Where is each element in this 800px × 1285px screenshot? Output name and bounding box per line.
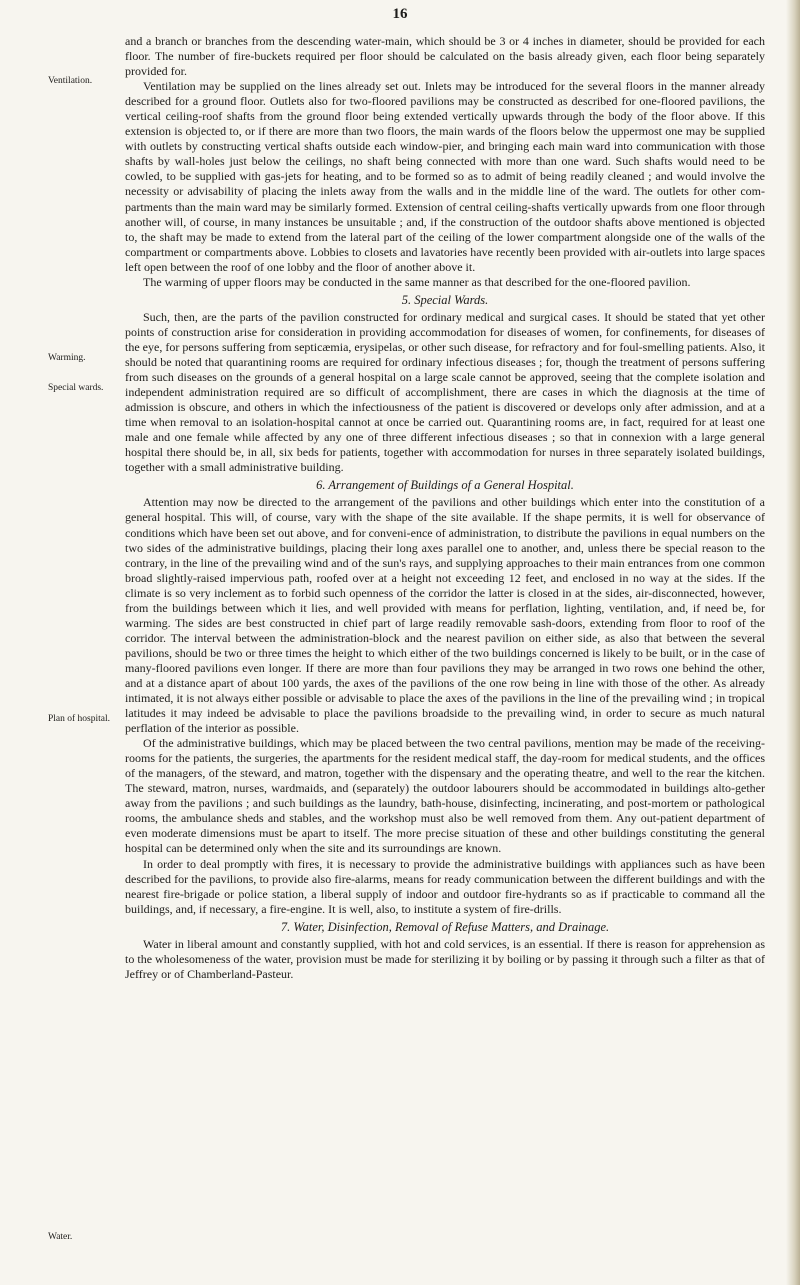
margin-note-special-wards: Special wards. (48, 383, 104, 393)
page-number: 16 (392, 6, 408, 22)
paragraph-fires: In order to deal promptly with fires, it is necessary to provide the administrative buildings with appliances such as have been described for the pavilions, to provide also fire-alarms, means for ready communication between the different buildings and with the nearest fire-brigade or police station, a liberal supply of indoor and outdoor fire-hydrants so as if practicable to command all the buildings, and, if necessary, a fire-engine. It is well, also, to institute a system of fire-drills. (125, 856, 765, 916)
page-edge-shadow (786, 0, 800, 1285)
paragraph-special-wards: Such, then, are the parts of the pavilion constructed for ordinary medical and surgical cases. It should be stated that yet other points of construction arise for consideration in providing accommodation for diseases of women, for confinements, for diseases of the eye, for persons suffering from septicæmia, erysipelas, or other such disease, for refractory and for foul-smelling patients. Also, it should be noted that quarantining rooms are required for ordinary infectious diseases ; for, though the treatment of persons suffering from such diseases on the grounds of a general hospital on a large scale cannot be approved, seeing that the complete isolation and independent administration required are so difficult of accomplishment, there are cases in which the diagnosis at the time of admission is obscure, and others in which the infectiousness of the patient is discovered or develops only after admission, and at a time when removal to an isolation-hospital cannot at once be carried out. Quarantining rooms are, in fact, required for at least one male and one female while affected by any one of three different infectious diseases ; so that in connexion with a large general hospital there should be, in all, six beds for patients, together with accommodation for nurses in three separately isolated buildings, together with a small administrative building. (125, 309, 765, 475)
margin-note-water: Water. (48, 1232, 73, 1242)
margin-note-warming: Warming. (48, 353, 86, 363)
heading-arrangement: 6. Arrangement of Buildings of a General Hospital. (316, 478, 574, 493)
paragraph-arrangement: Attention may now be directed to the arrangement of the pavilions and other buildings which enter into the constitution of a general hospital. This will, of course, vary with the shape of the site available. If the shape permits, it is well for observance of conditions which have been set out above, and for conveni-ence of administration, to distribute the pavilions in equal numbers on the two sides of the administrative buildings, placing their long axes parallel one to another, and, unless there be special reason to the contrary, in the line of the prevailing wind and of the sun's rays, and supplying approaches to their main entrances from one common broad slightly-raised impervious path, roofed over at a height not exceeding 12 feet, and enclosed in no way at the sides. If the climate is so very inclement as to forbid such openness of the corridor the latter is closed in at the sides, air-disconnected, however, from the buildings between which it lies, and well provided with means for perflation, lighting, ventilation, and, if need be, for warming. The sides are best constructed in chief part of large readily removable sash-doors, extending from floor to roof of the corridor. The interval between the administration-block and the nearest pavilion on either side, as also that between the several pavilions, should be two or three times the height to which either of the two buildings concerned is likely to be built, or in the case of many-floored pavilions even longer. If there are more than four pavilions they may be arranged in two rows one behind the other, and at a distance apart of about 100 yards, the axes of the pavilions of the one row being in line with those of the other. As already intimated, it is not always either possible or advisable to place the axes of the pavilions in the line of the prevailing wind ; in tropical latitudes it may indeed be advisable to place the pavilions broadside to the prevailing wind, in order to secure as much natural perflation of the interior as possible. (125, 495, 765, 736)
body-text (125, 34, 765, 982)
paragraph-water: Water in liberal amount and constantly supplied, with hot and cold services, is an essential. If there is reason for apprehension as to the wholesomeness of the water, provision must be made for sterilizing it by boiling or by passing it through such a filter as that of Jeffrey or of Chamberland-Pasteur. (125, 936, 765, 981)
paragraph-warming: The warming of upper floors may be conducted in the same manner as that described for the one-floored pavilion. (143, 274, 691, 289)
heading-special-wards: 5. Special Wards. (401, 292, 489, 307)
paragraph-administrative-buildings: Of the administrative buildings, which may be placed between the two central pavilions, mention may be made of the receiving-rooms for the patients, the surgeries, the apartments for the resident medical staff, the day-room for medical students, and the offices of the managers, of the steward, and matron, together with the dispensary and the operating theatre, and well to the rear the kitchen. The steward, matron, nurses, wardmaids, and (separately) the outdoor labourers should be accommodated in buildings alto-gether away from the pavilions ; and such buildings as the laundry, bath-house, disinfecting, incinerating, and post-mortem or pathological rooms, the ambulance sheds and stables, and the workshop must also be well removed from them. Any out-patient department of even moderate dimensions must be apart to itself. The more precise situation of these and other buildings constituting the general hospital can be determined only when the site and its surroundings are known. (125, 736, 765, 856)
paragraph-fire-buckets: and a branch or branches from the descending water-main, which should be 3 or 4 inches in diameter, should be provided for each floor. The number of fire-buckets required per floor should be calculated on the basis already given, each floor being separately provided for. (125, 34, 765, 79)
margin-note-ventilation: Ventilation. (48, 76, 93, 86)
heading-water-drainage: 7. Water, Disinfection, Removal of Refuse Matters, and Drainage. (280, 919, 610, 934)
paragraph-ventilation: Ventilation may be supplied on the lines already set out. Inlets may be introduced for the several floors in the manner already described for a ground floor. Outlets also for two-floored pavilions may be constructed as described for one-floored pavilions, the vertical ceiling-roof shafts from the ground floor being extended vertically upwards through the body of the floor above. If this extension is objected to, or if there are more than two floors, the main wards of the floors below the uppermost one may be supplied with outlets by constructing vertical shafts outside each window-pier, and bringing each main ward into communication with those shafts by wall-holes just below the ceilings, no shaft being connected with more than one ward. Such shafts would need to be cowled, to be supplied with gas-jets for heating, and to be formed so as to admit of being readily cleaned ; and would involve the necessity or advisability of placing the inlets away from the walls and in the middle line of the ward. The outlets for other com-partments than the main ward may be similarly formed. Extension of central ceiling-shafts vertically upwards from one floor through another will, of course, in many instances be unsuitable ; and, if the construction of the outdoor shafts above mentioned is objected to, the shaft may be made to extend from the lateral part of the ceiling of the lower compartment alongside one of the walls of the compartment or compartments above. Lobbies to closets and lavatories have recently been provided with air-outlets into large spaces left open between the roof of one lobby and the floor of another above it. (125, 79, 765, 274)
margin-note-plan-of-hospital: Plan of hospital. (48, 714, 111, 724)
